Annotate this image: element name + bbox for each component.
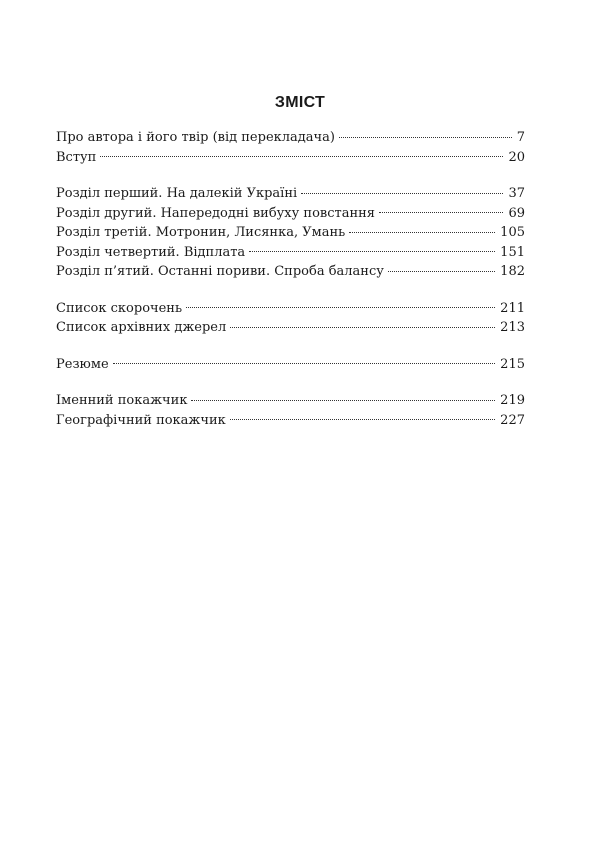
toc-entry[interactable]	[56, 355, 525, 375]
dot-leader	[186, 307, 495, 308]
toc-entry-page: 105	[500, 225, 525, 240]
toc-group-summary	[56, 355, 525, 375]
toc-group-chapters	[56, 184, 525, 282]
toc-entry[interactable]	[56, 262, 525, 282]
toc-group-intro	[56, 128, 525, 167]
toc-entry-page: 213	[500, 320, 525, 335]
toc-entry[interactable]	[56, 299, 525, 319]
toc-entry-title: Розділ другий. Напередодні вибуху повстання	[56, 205, 375, 221]
toc-entry-page: 182	[500, 264, 525, 279]
toc-entry[interactable]	[56, 184, 525, 204]
toc-entry-title: Розділ третій. Мотронин, Лисянка, Умань	[56, 225, 346, 240]
toc-entry-title: Географічний покажчик	[56, 412, 226, 428]
toc-entry-title: Резюме	[56, 356, 109, 372]
toc-entry-title: Про автора і його твір (від перекладача)	[56, 130, 335, 145]
dot-leader	[301, 193, 503, 194]
toc-entry-title: Розділ четвертий. Відплата	[56, 244, 246, 260]
dot-leader	[388, 271, 495, 272]
dot-leader	[339, 137, 512, 138]
toc-entry-page: 219	[500, 393, 525, 408]
toc-entry-page: 20	[508, 149, 525, 165]
dot-leader	[349, 232, 495, 233]
toc-entry-title: Розділ перший. На далекій Україні	[56, 186, 298, 201]
dot-leader	[191, 400, 495, 401]
toc-entry-page: 211	[500, 300, 525, 316]
toc-group-lists	[56, 299, 525, 338]
toc-entry-title: Список скорочень	[56, 300, 183, 316]
toc-entry-page: 7	[516, 130, 525, 145]
toc-entry-title: Розділ п’ятий. Останні пориви. Спроба балансу	[56, 264, 384, 279]
toc-entry-page: 227	[500, 412, 525, 428]
dot-leader	[379, 212, 503, 213]
toc-group-indexes	[56, 391, 525, 430]
toc-entry-title: Вступ	[56, 149, 97, 165]
dot-leader	[100, 156, 503, 157]
dot-leader	[230, 419, 495, 420]
page-title: ЗМІСТ	[274, 94, 326, 111]
toc-entry[interactable]	[56, 148, 525, 168]
toc-entry[interactable]	[56, 411, 525, 431]
toc-entry[interactable]	[56, 128, 525, 148]
dot-leader	[113, 363, 496, 364]
table-of-contents	[56, 128, 525, 447]
toc-entry[interactable]	[56, 243, 525, 263]
toc-entry[interactable]	[56, 223, 525, 243]
dot-leader	[249, 251, 495, 252]
toc-entry-page: 215	[500, 356, 525, 372]
dot-leader	[230, 327, 495, 328]
toc-entry[interactable]	[56, 204, 525, 224]
toc-entry-title: Іменний покажчик	[56, 393, 188, 408]
toc-entry-page: 69	[508, 205, 525, 221]
toc-entry-title: Список архівних джерел	[56, 320, 227, 335]
toc-entry-page: 37	[508, 186, 525, 201]
toc-entry[interactable]	[56, 391, 525, 411]
toc-entry-page: 151	[500, 244, 525, 260]
toc-entry[interactable]	[56, 318, 525, 338]
